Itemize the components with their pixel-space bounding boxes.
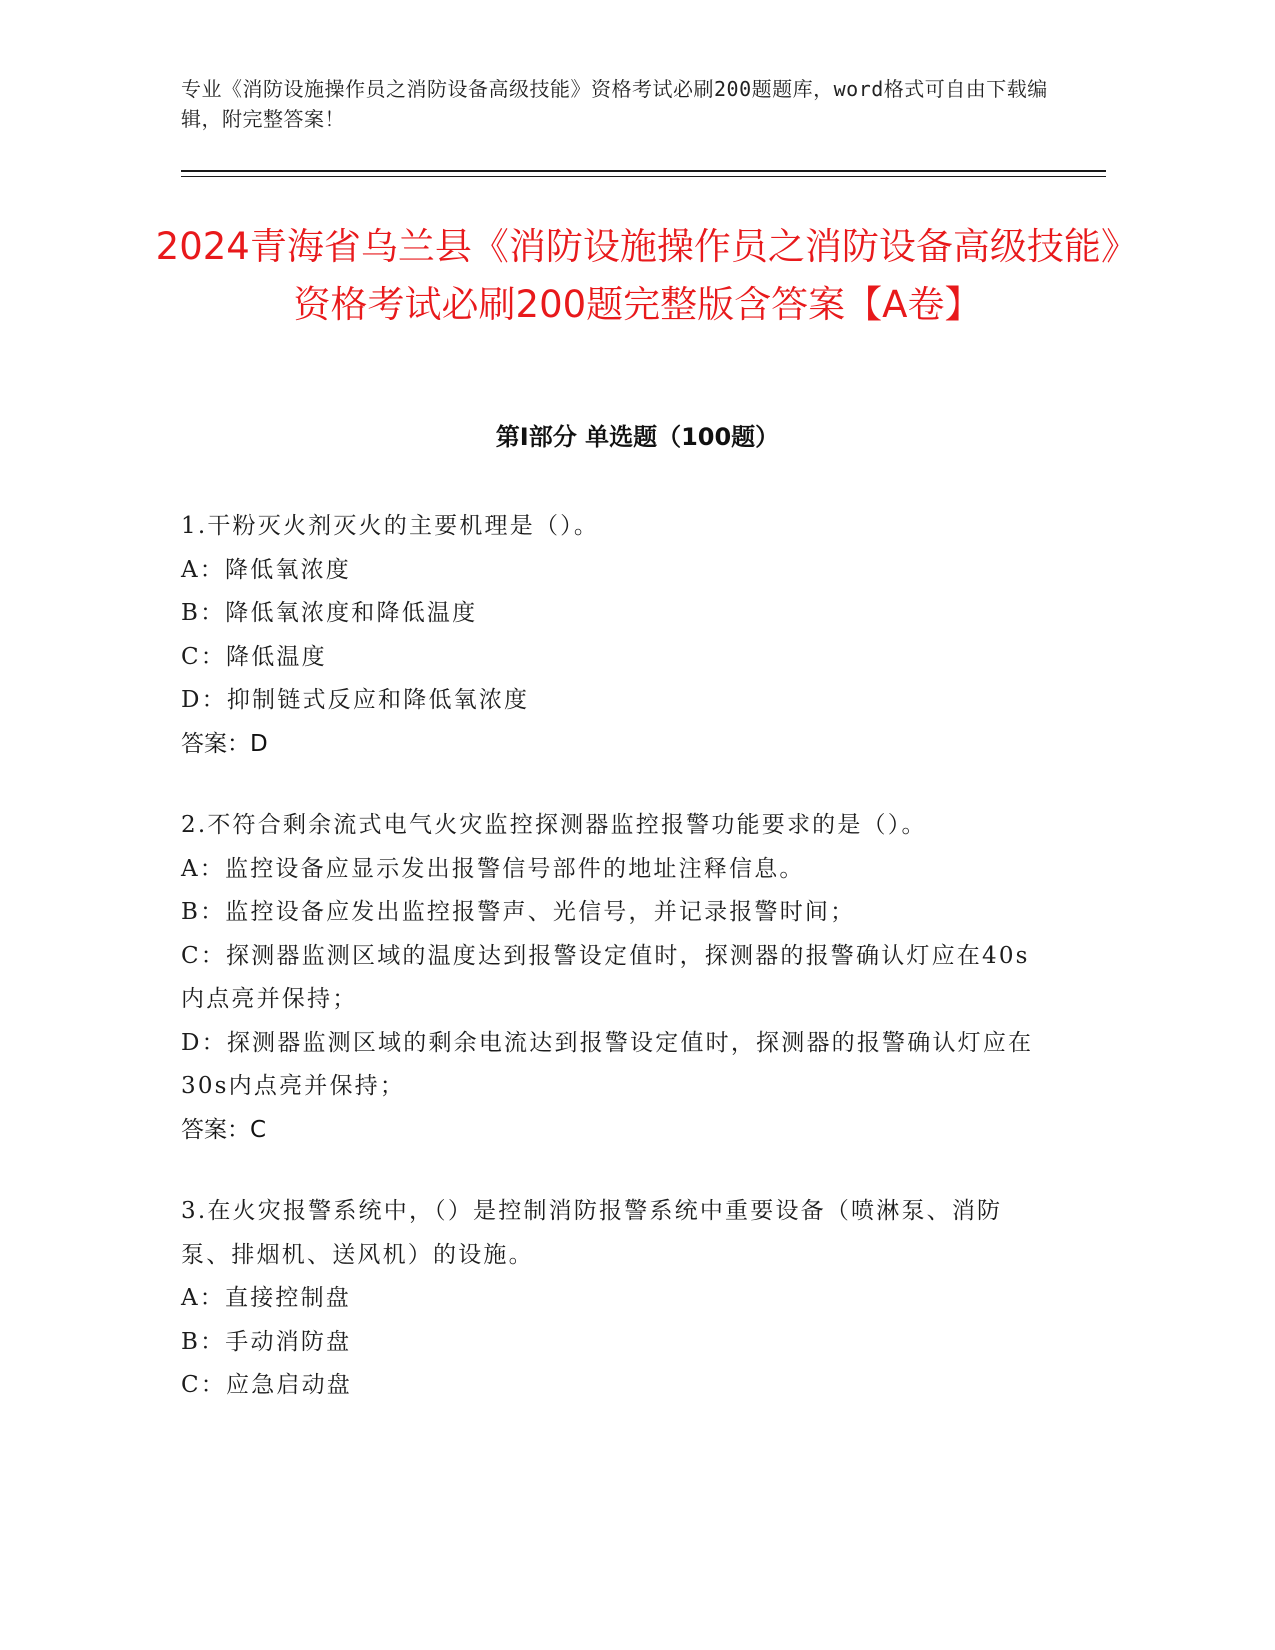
- question-1: [181, 505, 1041, 766]
- answer: 答案：C: [181, 1116, 267, 1143]
- option-c: C：降低温度: [181, 643, 327, 670]
- question-2: [181, 804, 1041, 1152]
- option-d: D：探测器监测区域的剩余电流达到报警设定值时，探测器的报警确认灯应在30s内点亮并保持；: [181, 1029, 1034, 1099]
- option-d: D：抑制链式反应和降低氧浓度: [181, 687, 530, 713]
- section-heading: 第Ⅰ部分 单选题（100题）: [495, 423, 780, 451]
- question-list: [181, 505, 1041, 1446]
- option-a: A：直接控制盘: [181, 1285, 352, 1311]
- option-c: C：探测器监测区域的温度达到报警设定值时，探测器的报警确认灯应在40s内点亮并保持；: [181, 942, 1030, 1012]
- document-title: 2024青海省乌兰县《消防设施操作员之消防设备高级技能》资格考试必刷200题完整版含答案【A卷】: [155, 225, 1120, 326]
- option-c: C：应急启动盘: [181, 1372, 352, 1398]
- answer: 答案：D: [181, 730, 268, 757]
- header-divider-thin: [181, 176, 1106, 177]
- option-b: B：降低氧浓度和降低温度: [181, 600, 478, 626]
- header-note: 专业《消防设施操作员之消防设备高级技能》资格考试必刷200题题库，word格式可自由下载编辑，附完整答案！: [181, 77, 1048, 131]
- question-stem: 3.在火灾报警系统中，（）是控制消防报警系统中重要设备（喷淋泵、消防泵、排烟机、送风机）的设施。: [181, 1198, 1003, 1268]
- header-divider-thick: [181, 170, 1106, 172]
- option-b: B：监控设备应发出监控报警声、光信号，并记录报警时间；: [181, 899, 856, 925]
- option-b: B：手动消防盘: [181, 1328, 352, 1355]
- question-stem: 2.不符合剩余流式电气火灾监控探测器监控报警功能要求的是（）。: [181, 812, 927, 838]
- option-a: A：降低氧浓度: [181, 556, 352, 583]
- question-stem: 1.干粉灭火剂灭火的主要机理是（）。: [181, 513, 600, 539]
- option-a: A：监控设备应显示发出报警信号部件的地址注释信息。: [181, 855, 805, 882]
- question-3: [181, 1190, 1041, 1408]
